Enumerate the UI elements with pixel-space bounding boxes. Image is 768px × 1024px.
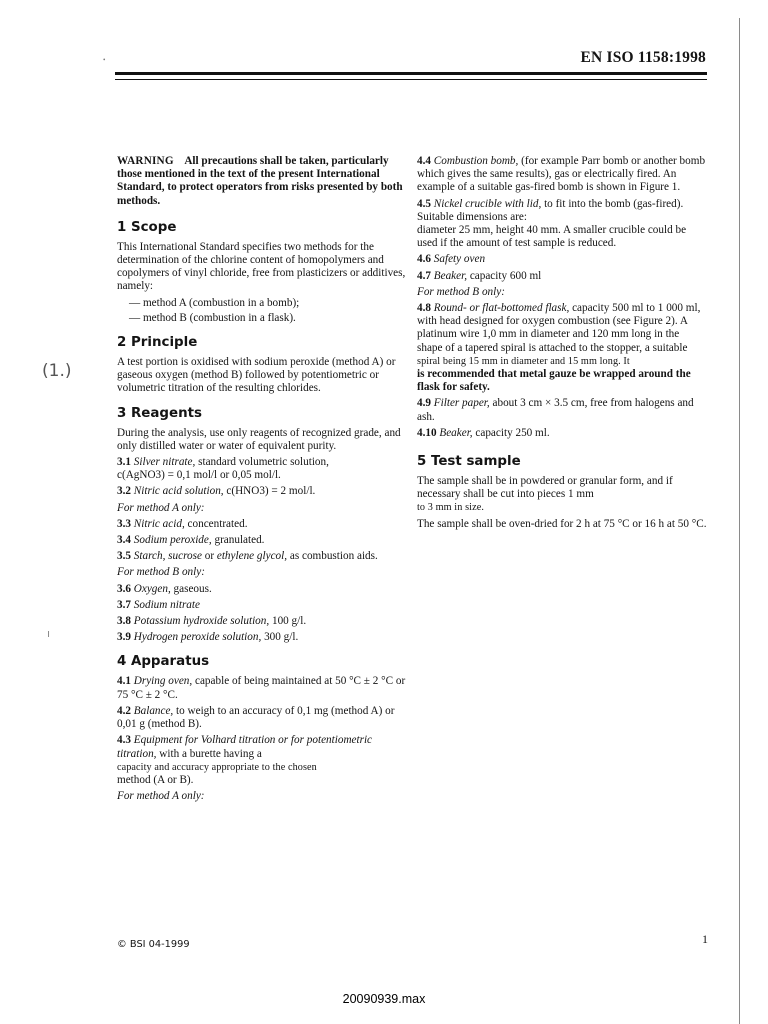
document-id: EN ISO 1158:1998	[580, 49, 706, 66]
right-column	[417, 155, 707, 534]
apparatus-name: Combustion bomb,	[433, 155, 519, 167]
apparatus-4-3	[117, 734, 407, 787]
page-number: 1	[702, 932, 708, 946]
section-heading-reagents: 3 Reagents	[117, 405, 202, 421]
apparatus-4-10	[417, 427, 707, 440]
reagent-name: Potassium hydroxide solution,	[133, 615, 270, 628]
reagent-3-6	[117, 583, 407, 596]
reagent-detail: granulated.	[211, 534, 265, 547]
reagent-name: Silver nitrate,	[133, 456, 196, 469]
clause-number: 3.7	[117, 598, 131, 611]
method-b-only-note: For method B only:	[117, 566, 205, 579]
section-heading-apparatus: 4 Apparatus	[117, 654, 210, 670]
reagent-3-9	[117, 631, 407, 644]
reagent-name: Hydrogen peroxide solution,	[133, 631, 262, 644]
apparatus-4-1	[117, 675, 407, 701]
apparatus-name: Filter paper,	[433, 397, 490, 410]
reagent-connector: or	[201, 550, 217, 563]
clause-number: 4.4	[417, 155, 431, 167]
reagent-3-8	[117, 615, 407, 628]
scope-text: This International Standard specifies two methods for the determination of the chlorine content of homopolymers and copolymers of vinyl chloride, free from plasticizers or additives, namely:	[117, 240, 406, 293]
scan-speck: •	[103, 56, 106, 64]
reagent-3-4	[117, 534, 407, 547]
scope-method-a: — method A (combustion in a bomb);	[129, 296, 300, 309]
apparatus-detail: with a burette having a	[156, 747, 262, 760]
reagent-concentration: c(AgNO3) = 0,1 mol/l or 0,05 mol/l.	[117, 469, 281, 482]
reagent-3-2	[117, 485, 407, 498]
clause-number: 4.7	[417, 269, 431, 282]
safety-recommendation: is recommended that metal gauze be wrapped around the flask for safety.	[417, 368, 691, 394]
reagent-name: Nitric acid solution,	[133, 485, 224, 498]
header-rule-thin	[115, 79, 707, 80]
warning-label: WARNING	[117, 155, 174, 167]
scan-edge-line	[739, 18, 740, 1024]
section-heading-scope: 1 Scope	[117, 219, 177, 235]
test-sample-text	[417, 475, 707, 515]
reagent-detail: 300 g/l.	[261, 631, 299, 644]
clause-number: 4.6	[417, 253, 431, 266]
apparatus-name: Safety oven	[433, 253, 486, 266]
reagent-detail: gaseous.	[170, 582, 212, 595]
apparatus-name: Drying oven,	[133, 675, 193, 688]
clause-number: 4.3	[117, 734, 131, 747]
reagent-3-1	[117, 456, 407, 482]
reagent-detail: 100 g/l.	[269, 615, 307, 628]
clause-number: 4.1	[117, 675, 131, 688]
reagent-detail: c(HNO3) = 2 mol/l.	[223, 485, 316, 498]
clause-number: 4.10	[417, 426, 437, 439]
warning-text: All precautions shall be taken, particularly those mentioned in the text of the present International Standard, to protect operators from risks presented by both methods.	[117, 155, 403, 207]
reagent-name: Sodium peroxide,	[133, 534, 212, 547]
section-heading-principle: 2 Principle	[117, 335, 198, 351]
method-b-only-note: For method B only:	[417, 285, 505, 298]
apparatus-name: Balance,	[133, 704, 174, 717]
clause-number: 4.2	[117, 704, 131, 717]
apparatus-4-8	[417, 302, 707, 394]
reagents-text: During the analysis, use only reagents of recognized grade, and only distilled water or water of equivalent purity.	[117, 426, 401, 452]
reagent-3-5	[117, 550, 407, 563]
clause-number: 3.8	[117, 615, 131, 628]
apparatus-4-2	[117, 705, 407, 731]
reagent-name: Sodium nitrate	[133, 598, 200, 611]
clause-number: 3.4	[117, 534, 131, 547]
test-sample-size: to 3 mm in size.	[417, 502, 484, 514]
file-caption: 20090939.max	[342, 992, 426, 1006]
reagent-name: ethylene glycol,	[216, 550, 288, 563]
apparatus-detail: to weigh to an accuracy of 0,1 mg (method A) or 0,01 g (method B).	[117, 704, 395, 731]
apparatus-detail-small: capacity and accuracy appropriate to the chosen	[117, 761, 317, 773]
apparatus-detail: (for example Parr bomb or another bomb which gives the same results), gas or electrically fired. An example of a suitable gas-fired bomb is shown in Figure 1.	[417, 155, 706, 194]
section-heading-test-sample: 5 Test sample	[417, 454, 521, 470]
warning-paragraph	[117, 155, 407, 208]
apparatus-4-4	[417, 155, 707, 195]
apparatus-detail: to fit into the bomb (gas-fired). Suitable dimensions are:	[417, 197, 684, 223]
clause-number: 4.8	[417, 302, 431, 315]
reagent-3-7	[117, 599, 407, 612]
clause-number: 3.5	[117, 550, 131, 563]
clause-number: 3.3	[117, 517, 131, 530]
apparatus-detail-end: method (A or B).	[117, 773, 194, 786]
reagent-detail: as combustion aids.	[287, 550, 378, 563]
left-column	[117, 155, 407, 806]
apparatus-name: Nickel crucible with lid,	[433, 197, 542, 210]
method-a-only-note-2: For method A only:	[117, 790, 205, 803]
apparatus-dimensions: diameter 25 mm, height 40 mm. A smaller crucible could be used if the amount of test sample is reduced.	[417, 224, 687, 250]
header-rule-thick	[115, 72, 707, 75]
apparatus-detail: about 3 cm × 3.5 cm, free from halogens and ash.	[417, 397, 694, 423]
method-a-only-note: For method A only:	[117, 501, 205, 514]
scope-method-b: — method B (combustion in a flask).	[129, 311, 296, 324]
apparatus-name: Round- or flat-bottomed flask,	[433, 302, 570, 315]
copyright-footer: © BSI 04-1999	[117, 939, 190, 950]
margin-tick-mark: ı	[47, 627, 51, 640]
test-sample-drying: The sample shall be oven-dried for 2 h at 75 °C or 16 h at 50 °C.	[417, 517, 707, 530]
clause-number: 3.2	[117, 485, 131, 498]
margin-annotation: (1.)	[42, 361, 72, 381]
apparatus-detail: capable of being maintained at 50 °C ± 2 °C or 75 °C ± 2 °C.	[117, 675, 406, 701]
apparatus-detail-small: spiral being 15 mm in diameter and 15 mm long. It	[417, 355, 630, 367]
clause-number: 4.5	[417, 197, 431, 210]
apparatus-name: Equipment for Volhard titration or for potentiometric titration,	[117, 734, 373, 760]
reagent-detail: standard volumetric solution,	[195, 456, 329, 469]
apparatus-detail: capacity 250 ml.	[472, 426, 550, 439]
apparatus-4-5	[417, 198, 707, 251]
clause-number: 4.9	[417, 397, 431, 410]
apparatus-detail: capacity 500 ml to 1 000 ml, with head designed for oxygen combustion (see Figure 2). A platinum wire 1,0 mm in diameter and 120 mm long in the shape of a tapered spiral is attached to the stopper, a suitable	[417, 302, 701, 354]
reagent-name: Nitric acid,	[133, 517, 185, 530]
test-sample-form: The sample shall be in powdered or granular form, and if necessary shall be cut into pieces 1 mm	[417, 475, 673, 501]
apparatus-detail: capacity 600 ml	[467, 269, 542, 282]
principle-text: A test portion is oxidised with sodium peroxide (method A) or gaseous oxygen (method B) followed by potentiometric or volumetric titration of the resulting chlorides.	[117, 356, 396, 395]
clause-number: 3.9	[117, 631, 131, 644]
reagent-detail: concentrated.	[184, 517, 248, 530]
reagent-name: Oxygen,	[133, 582, 171, 595]
apparatus-4-6	[417, 253, 707, 266]
apparatus-name: Beaker,	[433, 269, 468, 282]
apparatus-4-9	[417, 397, 707, 423]
apparatus-name: Beaker,	[439, 426, 473, 439]
apparatus-4-7	[417, 270, 707, 283]
clause-number: 3.6	[117, 582, 131, 595]
reagent-name: Starch, sucrose	[133, 550, 202, 563]
clause-number: 3.1	[117, 456, 131, 469]
reagent-3-3	[117, 518, 407, 531]
